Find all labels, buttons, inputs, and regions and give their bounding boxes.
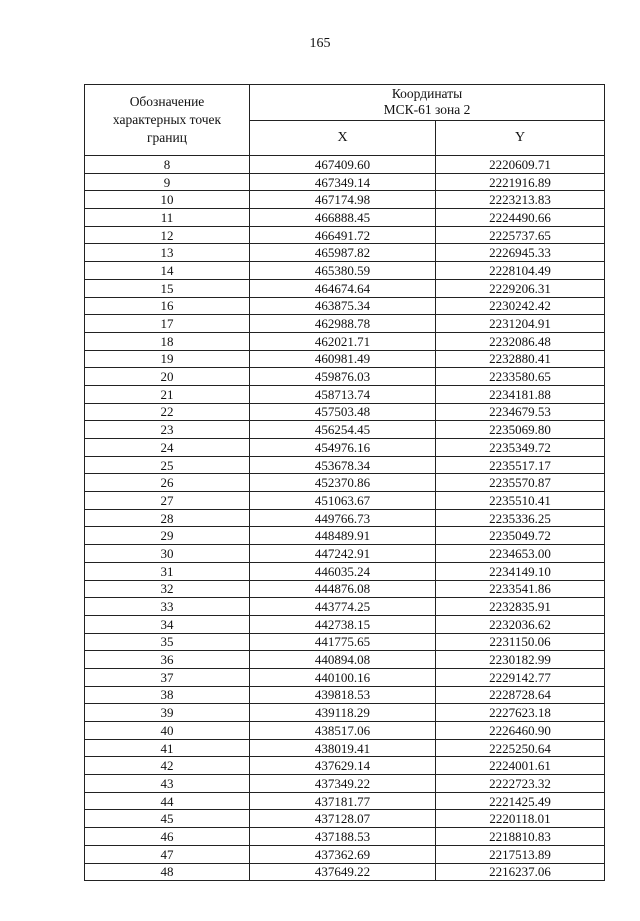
x-coordinate-cell: 439118.29 xyxy=(250,704,436,722)
point-number-cell: 44 xyxy=(85,792,250,810)
table-row xyxy=(85,403,605,421)
x-coordinate-cell: 460981.49 xyxy=(250,350,436,368)
point-number-cell: 39 xyxy=(85,704,250,722)
table-row xyxy=(85,562,605,580)
x-coordinate-cell: 447242.91 xyxy=(250,545,436,563)
x-coordinate-cell: 465380.59 xyxy=(250,262,436,280)
point-header-line: характерных точек xyxy=(112,112,222,127)
table-row xyxy=(85,580,605,598)
x-coordinate-cell: 451063.67 xyxy=(250,492,436,510)
table-row xyxy=(85,651,605,669)
table-row xyxy=(85,421,605,439)
y-coordinate-cell: 2229206.31 xyxy=(436,279,605,297)
table-row xyxy=(85,863,605,881)
x-coordinate-cell: 462021.71 xyxy=(250,332,436,350)
x-coordinate-cell: 442738.15 xyxy=(250,615,436,633)
y-coordinate-cell: 2234653.00 xyxy=(436,545,605,563)
x-coordinate-cell: 467409.60 xyxy=(250,156,436,174)
x-coordinate-cell: 437362.69 xyxy=(250,845,436,863)
coordinates-header-line: МСК-61 зона 2 xyxy=(383,102,471,118)
y-coordinate-cell: 2232036.62 xyxy=(436,615,605,633)
y-coordinate-cell: 2232880.41 xyxy=(436,350,605,368)
y-coordinate-cell: 2227623.18 xyxy=(436,704,605,722)
y-coordinate-cell: 2235069.80 xyxy=(436,421,605,439)
point-number-cell: 42 xyxy=(85,757,250,775)
point-number-cell: 19 xyxy=(85,350,250,368)
x-coordinate-cell: 463875.34 xyxy=(250,297,436,315)
point-number-cell: 30 xyxy=(85,545,250,563)
point-number-cell: 33 xyxy=(85,598,250,616)
x-coordinate-cell: 466491.72 xyxy=(250,226,436,244)
point-number-cell: 27 xyxy=(85,492,250,510)
table-row xyxy=(85,845,605,863)
coordinates-table xyxy=(84,84,605,881)
y-coordinate-cell: 2235570.87 xyxy=(436,474,605,492)
table-row xyxy=(85,332,605,350)
table-row xyxy=(85,156,605,174)
x-coordinate-cell: 448489.91 xyxy=(250,527,436,545)
point-number-cell: 12 xyxy=(85,226,250,244)
table-row xyxy=(85,757,605,775)
table-row xyxy=(85,686,605,704)
table-row xyxy=(85,226,605,244)
point-number-cell: 13 xyxy=(85,244,250,262)
point-number-cell: 21 xyxy=(85,385,250,403)
x-coordinate-cell: 449766.73 xyxy=(250,509,436,527)
x-coordinate-cell: 437649.22 xyxy=(250,863,436,881)
coordinates-header xyxy=(250,85,605,121)
y-coordinate-cell: 2233541.86 xyxy=(436,580,605,598)
x-coordinate-cell: 437181.77 xyxy=(250,792,436,810)
point-number-cell: 40 xyxy=(85,722,250,740)
y-coordinate-cell: 2223213.83 xyxy=(436,191,605,209)
y-coordinate-cell: 2220609.71 xyxy=(436,156,605,174)
x-coordinate-cell: 438019.41 xyxy=(250,739,436,757)
point-number-cell: 41 xyxy=(85,739,250,757)
point-number-cell: 8 xyxy=(85,156,250,174)
table-row xyxy=(85,775,605,793)
y-coordinate-cell: 2235336.25 xyxy=(436,509,605,527)
x-coordinate-cell: 456254.45 xyxy=(250,421,436,439)
y-coordinate-cell: 2216237.06 xyxy=(436,863,605,881)
x-coordinate-cell: 465987.82 xyxy=(250,244,436,262)
point-number-cell: 29 xyxy=(85,527,250,545)
y-coordinate-cell: 2217513.89 xyxy=(436,845,605,863)
y-coordinate-cell: 2225250.64 xyxy=(436,739,605,757)
table-row xyxy=(85,262,605,280)
point-number-cell: 31 xyxy=(85,562,250,580)
x-coordinate-cell: 453678.34 xyxy=(250,456,436,474)
point-number-cell: 48 xyxy=(85,863,250,881)
table-row xyxy=(85,633,605,651)
table-row xyxy=(85,191,605,209)
point-number-cell: 22 xyxy=(85,403,250,421)
y-coordinate-cell: 2234679.53 xyxy=(436,403,605,421)
y-coordinate-cell: 2220118.01 xyxy=(436,810,605,828)
table-row xyxy=(85,315,605,333)
table-row xyxy=(85,456,605,474)
table-row xyxy=(85,668,605,686)
table-row xyxy=(85,492,605,510)
y-coordinate-cell: 2226945.33 xyxy=(436,244,605,262)
y-coordinate-cell: 2235349.72 xyxy=(436,439,605,457)
y-coordinate-cell: 2224490.66 xyxy=(436,209,605,227)
y-coordinate-cell: 2233580.65 xyxy=(436,368,605,386)
point-number-cell: 14 xyxy=(85,262,250,280)
x-coordinate-cell: 437349.22 xyxy=(250,775,436,793)
x-coordinate-cell: 467174.98 xyxy=(250,191,436,209)
y-coordinate-cell: 2225737.65 xyxy=(436,226,605,244)
x-coordinate-cell: 458713.74 xyxy=(250,385,436,403)
y-coordinate-cell: 2228104.49 xyxy=(436,262,605,280)
y-coordinate-cell: 2232086.48 xyxy=(436,332,605,350)
x-coordinate-cell: 467349.14 xyxy=(250,173,436,191)
y-coordinate-cell: 2230242.42 xyxy=(436,297,605,315)
table-row xyxy=(85,474,605,492)
table-row xyxy=(85,810,605,828)
point-number-cell: 47 xyxy=(85,845,250,863)
table-row xyxy=(85,792,605,810)
point-number-cell: 45 xyxy=(85,810,250,828)
table-row xyxy=(85,722,605,740)
point-number-cell: 15 xyxy=(85,279,250,297)
point-number-cell: 43 xyxy=(85,775,250,793)
point-header-line: границ xyxy=(147,130,187,145)
x-column-header: X xyxy=(250,120,436,156)
y-coordinate-cell: 2234181.88 xyxy=(436,385,605,403)
x-coordinate-cell: 441775.65 xyxy=(250,633,436,651)
x-coordinate-cell: 437188.53 xyxy=(250,828,436,846)
x-coordinate-cell: 440100.16 xyxy=(250,668,436,686)
x-coordinate-cell: 459876.03 xyxy=(250,368,436,386)
x-coordinate-cell: 444876.08 xyxy=(250,580,436,598)
point-number-cell: 11 xyxy=(85,209,250,227)
y-coordinate-cell: 2231204.91 xyxy=(436,315,605,333)
y-coordinate-cell: 2229142.77 xyxy=(436,668,605,686)
table-row xyxy=(85,209,605,227)
point-header-line: Обозначение xyxy=(129,94,205,109)
point-number-cell: 17 xyxy=(85,315,250,333)
point-number-cell: 46 xyxy=(85,828,250,846)
x-coordinate-cell: 466888.45 xyxy=(250,209,436,227)
table-row xyxy=(85,615,605,633)
y-coordinate-cell: 2235517.17 xyxy=(436,456,605,474)
point-number-cell: 10 xyxy=(85,191,250,209)
point-number-cell: 38 xyxy=(85,686,250,704)
point-number-cell: 34 xyxy=(85,615,250,633)
coordinates-header-line: Координаты xyxy=(391,86,463,102)
x-coordinate-cell: 439818.53 xyxy=(250,686,436,704)
point-designation-header xyxy=(85,85,250,156)
table-row xyxy=(85,598,605,616)
point-number-cell: 26 xyxy=(85,474,250,492)
page-number: 165 xyxy=(309,36,331,51)
table-header xyxy=(85,85,605,156)
point-number-cell: 20 xyxy=(85,368,250,386)
y-coordinate-cell: 2230182.99 xyxy=(436,651,605,669)
y-coordinate-cell: 2221425.49 xyxy=(436,792,605,810)
point-number-cell: 23 xyxy=(85,421,250,439)
table-row xyxy=(85,828,605,846)
table-row xyxy=(85,244,605,262)
table-row xyxy=(85,350,605,368)
x-coordinate-cell: 443774.25 xyxy=(250,598,436,616)
point-number-cell: 36 xyxy=(85,651,250,669)
table-row xyxy=(85,297,605,315)
point-number-cell: 18 xyxy=(85,332,250,350)
y-coordinate-cell: 2235049.72 xyxy=(436,527,605,545)
x-coordinate-cell: 452370.86 xyxy=(250,474,436,492)
point-number-cell: 32 xyxy=(85,580,250,598)
y-coordinate-cell: 2234149.10 xyxy=(436,562,605,580)
table-body xyxy=(85,156,605,881)
x-coordinate-cell: 454976.16 xyxy=(250,439,436,457)
y-coordinate-cell: 2235510.41 xyxy=(436,492,605,510)
x-coordinate-cell: 462988.78 xyxy=(250,315,436,333)
table-row xyxy=(85,545,605,563)
y-coordinate-cell: 2231150.06 xyxy=(436,633,605,651)
table-row xyxy=(85,509,605,527)
x-coordinate-cell: 440894.08 xyxy=(250,651,436,669)
y-coordinate-cell: 2226460.90 xyxy=(436,722,605,740)
y-coordinate-cell: 2218810.83 xyxy=(436,828,605,846)
x-coordinate-cell: 437629.14 xyxy=(250,757,436,775)
x-coordinate-cell: 446035.24 xyxy=(250,562,436,580)
table-row xyxy=(85,368,605,386)
x-coordinate-cell: 457503.48 xyxy=(250,403,436,421)
x-coordinate-cell: 464674.64 xyxy=(250,279,436,297)
table-row xyxy=(85,439,605,457)
point-number-cell: 37 xyxy=(85,668,250,686)
y-column-header: Y xyxy=(436,120,605,156)
x-coordinate-cell: 437128.07 xyxy=(250,810,436,828)
table-row xyxy=(85,173,605,191)
y-coordinate-cell: 2228728.64 xyxy=(436,686,605,704)
table-row xyxy=(85,385,605,403)
table-row xyxy=(85,527,605,545)
table-row xyxy=(85,739,605,757)
x-coordinate-cell: 438517.06 xyxy=(250,722,436,740)
point-number-cell: 16 xyxy=(85,297,250,315)
point-number-cell: 35 xyxy=(85,633,250,651)
y-coordinate-cell: 2221916.89 xyxy=(436,173,605,191)
y-coordinate-cell: 2224001.61 xyxy=(436,757,605,775)
table-row xyxy=(85,704,605,722)
point-number-cell: 24 xyxy=(85,439,250,457)
point-number-cell: 25 xyxy=(85,456,250,474)
table-row xyxy=(85,279,605,297)
y-coordinate-cell: 2222723.32 xyxy=(436,775,605,793)
point-number-cell: 28 xyxy=(85,509,250,527)
y-coordinate-cell: 2232835.91 xyxy=(436,598,605,616)
point-number-cell: 9 xyxy=(85,173,250,191)
